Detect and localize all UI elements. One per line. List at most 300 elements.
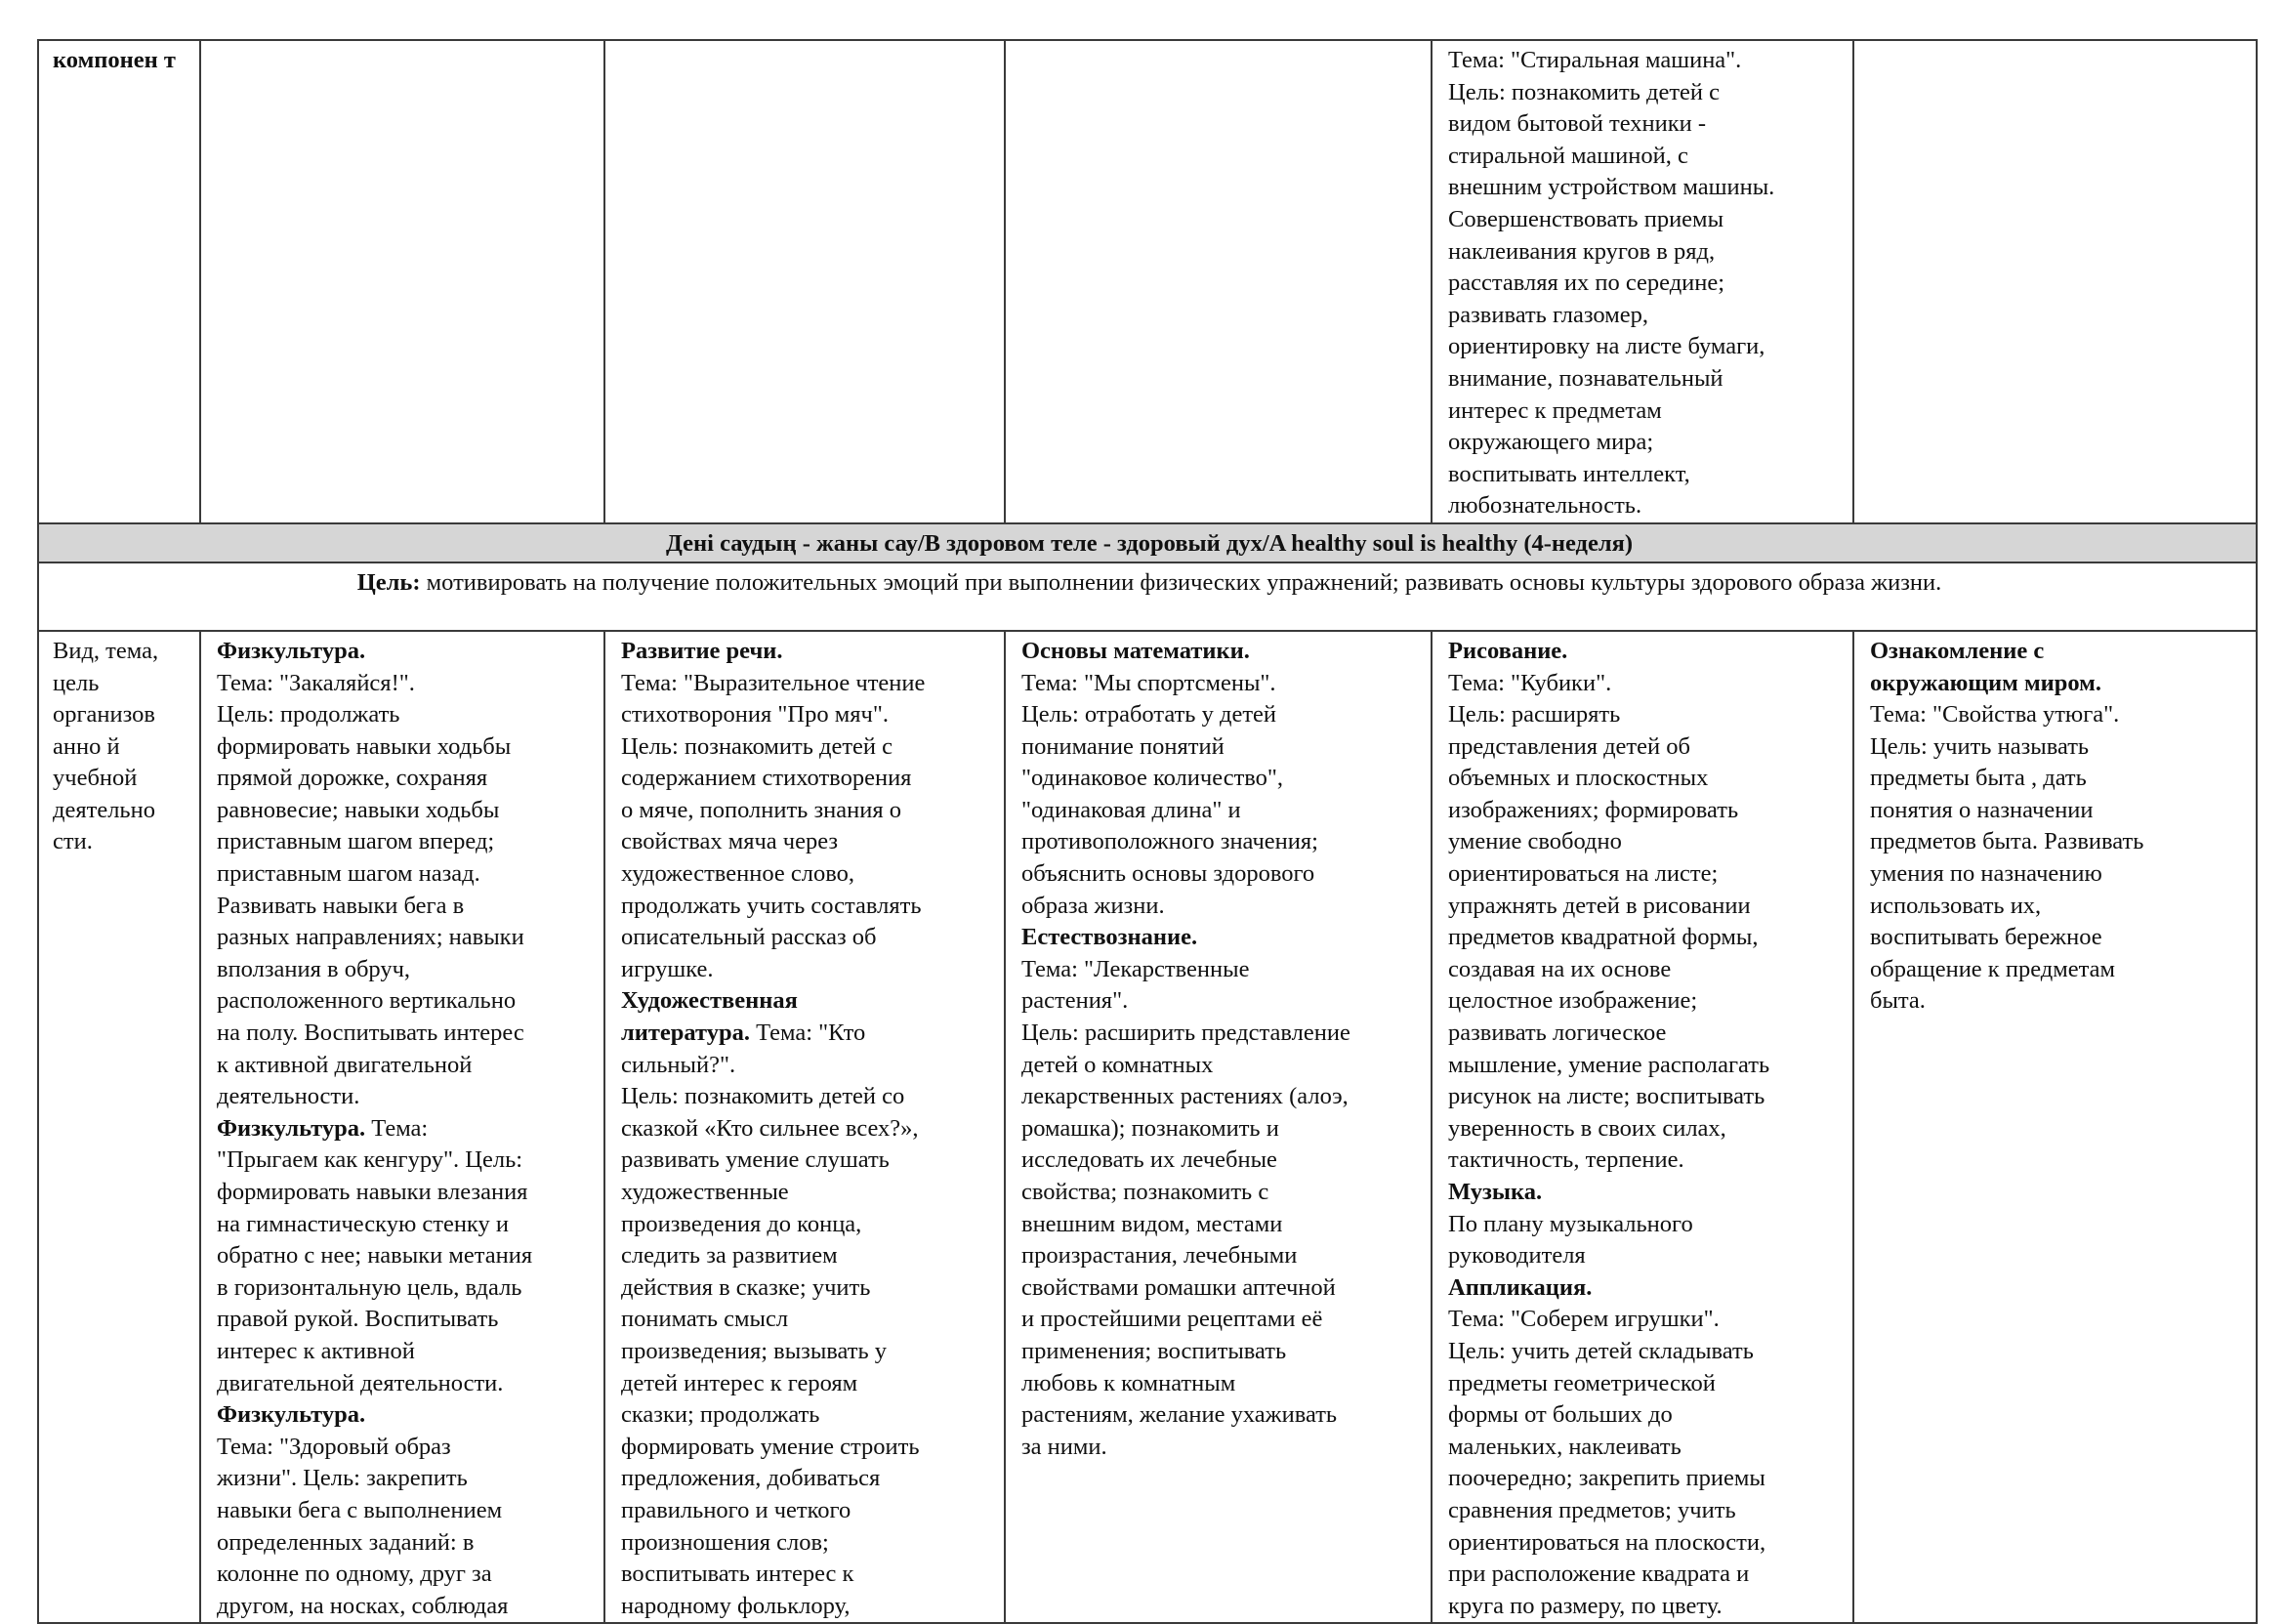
line-text: Тема: "Закаляйся!". [217,669,415,696]
text-line [621,1209,992,1241]
line-text: к активной двигательной [217,1051,473,1078]
line-text: "одинаковое количество", [1021,765,1284,792]
line-text: сказки; продолжать [621,1401,820,1429]
line-text: следить за развитием [621,1242,838,1270]
text-line [1021,858,1419,891]
speech-literature-text [621,636,992,1622]
line-text: деятельности. [217,1083,360,1110]
text-line: ориентировку на листе бумаги, [1448,333,1765,360]
line-text: Цель: учить называть [1870,732,2090,760]
text-line [1448,668,1841,700]
text-line [1021,1432,1419,1464]
text-line [217,1145,592,1177]
line-text: По плану музыкального [1448,1210,1693,1237]
text-line [1448,1336,1841,1368]
text-line [621,1399,992,1432]
text-line: развивать глазомер, [1448,301,1648,328]
line-text: ориентироваться на листе; [1448,860,1719,888]
text-line [621,1113,992,1145]
text-line [621,1272,992,1305]
line-text: формировать навыки влезания [217,1179,528,1205]
line-text: предложения, добиваться [621,1465,881,1492]
physical-education-text [217,636,592,1622]
line-text: рисунок на листе; воспитывать [1448,1083,1765,1110]
line-text: уверенность в своих силах, [1448,1114,1726,1142]
bold-heading: Ознакомление с [1870,637,2045,664]
line-text: при расположение квадрата и [1448,1561,1750,1588]
line-text: вползания в обруч, [217,955,411,982]
line-text: умение свободно [1448,828,1622,855]
text-line [1448,1209,1841,1241]
text-line [1448,922,1841,954]
line-text: разных направлениях; навыки [217,924,524,951]
text-line [1021,922,1419,954]
line-text: внешним видом, местами [1021,1210,1283,1237]
drawing-music-applique-cell [1432,631,1853,1623]
text-line [1021,795,1419,827]
text-line [1021,1177,1419,1209]
text-line [217,1081,592,1113]
line-text: развивать логическое [1448,1020,1667,1047]
text-line [621,1018,992,1050]
text-line [1021,699,1419,731]
text-line [1021,1050,1419,1082]
line-text: стихотворония "Про мяч". [621,701,889,729]
text-line [1021,891,1419,923]
text-line: видом бытовой техники - [1448,110,1707,138]
line-text: формы от больших до [1448,1401,1673,1429]
line-text: Тема: [365,1114,429,1142]
line-text: сильный?". [621,1051,736,1078]
line-text: игрушке. [621,955,714,982]
text-line [1448,891,1841,923]
line-text: тактичность, терпение. [1448,1146,1684,1174]
text-line [217,1240,592,1272]
empty-cell-5 [1853,40,2257,523]
text-line [621,1336,992,1368]
text-line [217,1432,592,1464]
text-line [621,668,992,700]
text-line [217,1463,592,1495]
text-line [217,795,592,827]
line-text: на полу. Воспитывать интерес [217,1020,524,1047]
line-text: свойства; познакомить с [1021,1179,1269,1205]
text-line [1448,1113,1841,1145]
washing-machine-text [1448,45,1841,522]
line-text: мышление, умение располагать [1448,1051,1770,1078]
text-line: Тема: "Стиральная машина". [1448,47,1742,73]
text-line [217,731,592,764]
bold-heading: Физкультура. [217,637,366,664]
text-line [217,1399,592,1432]
text-line [1021,985,1419,1018]
line-text: Развивать навыки бега в [217,892,465,919]
bold-heading: Аппликация. [1448,1273,1593,1301]
text-line [1448,1272,1841,1305]
line-text: детей интерес к героям [621,1369,858,1396]
text-line [621,954,992,986]
text-line [1870,636,2244,668]
text-line [1021,1399,1419,1432]
text-line [1021,1113,1419,1145]
text-line [1021,1081,1419,1113]
text-line [1448,1240,1841,1272]
activities-row [38,631,2257,1623]
line-text: Тема: "Выразительное чтение [621,669,926,696]
line-text: интерес к активной [217,1337,415,1364]
text-line [217,858,592,891]
text-line: окружающего мира; [1448,429,1654,456]
text-line: Совершенствовать приемы [1448,205,1724,232]
line-text: использовать их, [1870,892,2042,919]
text-line [1448,795,1841,827]
line-text: круга по размеру, по цвету. [1448,1592,1723,1619]
line-text: Цель: познакомить детей со [621,1083,905,1110]
text-line [217,1209,592,1241]
text-line [1021,1209,1419,1241]
line-text: "одинаковая длина" и [1021,796,1241,823]
text-line [621,763,992,795]
math-nature-text [1021,636,1419,1463]
line-text: Тема: "Соберем игрушки". [1448,1306,1720,1333]
line-text: Тема: "Кубики". [1448,669,1612,696]
line-text: умения по назначению [1870,860,2102,888]
goal-text: мотивировать на получение положительных эмоций при выполнении физических упражнений; развивать основы культуры здорового образа жизни. [420,568,1942,596]
text-line [1448,1050,1841,1082]
text-line [1021,1272,1419,1305]
empty-cell-3 [1005,40,1432,523]
bold-heading: Художественная [621,987,798,1015]
text-line [217,1304,592,1336]
text-line [217,699,592,731]
line-text: объемных и плоскостных [1448,765,1709,792]
line-text: на гимнастическую стенку и [217,1210,509,1237]
text-line [217,668,592,700]
line-text: содержанием стихотворения [621,765,912,792]
text-line [1448,826,1841,858]
line-text: быта. [1870,987,1926,1015]
line-text: маленьких, наклеивать [1448,1433,1682,1460]
line-text: "Прыгаем как кенгуру". Цель: [217,1146,523,1174]
text-line [217,826,592,858]
text-line [1448,1177,1841,1209]
week-banner: Дені саудың - жаны сау/В здоровом теле - здоровый дух/A healthy soul is healthy (4-неделя) [38,523,2257,562]
text-line [1021,763,1419,795]
text-line [1021,1145,1419,1177]
text-line [621,1591,992,1623]
line-text: Тема: "Мы спортсмены". [1021,669,1276,696]
line-text: равновесие; навыки ходьбы [217,796,500,823]
line-text: целостное изображение; [1448,987,1698,1015]
line-text: изображениях; формировать [1448,796,1739,823]
text-line [1448,1559,1841,1591]
line-text: за ними. [1021,1433,1107,1460]
line-text: ориентироваться на плоскости, [1448,1528,1766,1556]
line-text: художественное слово, [621,860,854,888]
text-line [1870,985,2244,1018]
text-line [1448,954,1841,986]
text-line [621,891,992,923]
text-line [1021,1240,1419,1272]
text-line [621,699,992,731]
text-line [621,1527,992,1560]
empty-cell-2 [604,40,1005,523]
text-line: воспитывать интеллект, [1448,460,1690,487]
line-text: формировать навыки ходьбы [217,732,512,760]
line-text: упражнять детей в рисовании [1448,892,1751,919]
line-text: воспитывать бережное [1870,924,2102,951]
text-line [1448,1145,1841,1177]
line-text: объяснить основы здорового [1021,860,1315,888]
text-line [621,1432,992,1464]
text-line [621,1304,992,1336]
line-text: понимать смысл [621,1306,789,1333]
text-line [621,795,992,827]
line-text: жизни". Цель: закрепить [217,1465,468,1492]
text-line [217,1368,592,1400]
bold-heading: Физкультура. [217,1401,366,1429]
line-text: любовь к комнатным [1021,1369,1236,1396]
line-text: произведения до конца, [621,1210,862,1237]
text-line [1448,1495,1841,1527]
drawing-music-applique-text [1448,636,1841,1622]
line-text: Цель: учить детей складывать [1448,1337,1754,1364]
bold-heading: литература. [621,1020,750,1047]
line-text: исследовать их лечебные [1021,1146,1277,1174]
line-text: в горизонтальную цель, вдаль [217,1273,522,1301]
line-text: определенных заданий: в [217,1528,475,1556]
line-text: предметов быта. Развивать [1870,828,2144,855]
text-line: наклеивания кругов в ряд, [1448,237,1716,265]
text-line: Цель: познакомить детей с [1448,78,1721,105]
text-line [621,1559,992,1591]
line-text: художественные [621,1179,789,1205]
line-text: произношения слов; [621,1528,829,1556]
text-line [1448,1304,1841,1336]
text-line [1448,1368,1841,1400]
text-line [1870,668,2244,700]
line-text: растения". [1021,987,1129,1015]
text-line [1870,858,2244,891]
text-line [217,1591,592,1623]
text-line [621,1495,992,1527]
text-line [217,1050,592,1082]
line-text: произрастания, лечебными [1021,1242,1298,1270]
text-line [621,1177,992,1209]
text-line [217,1495,592,1527]
line-text: Цель: познакомить детей с [621,732,893,760]
text-line [1870,922,2244,954]
line-text: понятия о назначении [1870,796,2094,823]
line-text: представления детей об [1448,732,1690,760]
text-line [1870,731,2244,764]
line-text: свойствах мяча через [621,828,839,855]
text-line [217,1559,592,1591]
text-line [621,1463,992,1495]
text-line [217,922,592,954]
goal-row [38,562,2257,631]
text-line [1448,763,1841,795]
bold-heading: Основы математики. [1021,637,1250,664]
row-label-component: компонен т [38,40,200,523]
text-line [1448,1081,1841,1113]
line-text: приставным шагом вперед; [217,828,495,855]
line-text: навыки бега с выполнением [217,1496,503,1523]
world-cell [1853,631,2257,1623]
text-line: стиральной машиной, с [1448,142,1688,169]
text-line [621,731,992,764]
text-line [621,1050,992,1082]
line-text: формировать умение строить [621,1433,920,1460]
text-line [217,763,592,795]
text-line [621,985,992,1018]
line-text: растениям, желание ухаживать [1021,1401,1338,1429]
text-line [217,636,592,668]
line-text: Тема: "Свойства утюга". [1870,701,2120,729]
text-line [1448,1527,1841,1560]
world-text [1870,636,2244,1018]
goal-label: Цель: [356,568,421,596]
row-label-activities: Вид, тема, цель организов анно й учебной деятельно сти. [38,631,200,1623]
text-line: любознательность. [1448,492,1642,520]
goal-cell [38,562,2257,631]
text-line [1870,891,2244,923]
line-text: сказкой «Кто сильнее всех?», [621,1114,919,1142]
line-text: о мяче, пополнить знания о [621,796,901,823]
line-text: образа жизни. [1021,892,1165,919]
text-line [1448,1591,1841,1623]
text-line [1021,1304,1419,1336]
text-line [1448,1399,1841,1432]
line-text: Цель: расширять [1448,701,1621,729]
line-text: другом, на носках, соблюдая [217,1592,509,1619]
text-line [1870,699,2244,731]
line-text: детей о комнатных [1021,1051,1214,1078]
text-line [1448,731,1841,764]
text-line [1021,954,1419,986]
line-text: предметов квадратной формы, [1448,924,1759,951]
line-text: воспитывать интерес к [621,1561,854,1588]
line-text: руководителя [1448,1242,1586,1270]
math-nature-cell [1005,631,1432,1623]
line-text: продолжать учить составлять [621,892,922,919]
text-line [1021,1336,1419,1368]
component-row [38,40,2257,523]
text-line [621,1368,992,1400]
text-line [1448,1463,1841,1495]
line-text: двигательной деятельности. [217,1369,504,1396]
text-line [621,1081,992,1113]
line-text: Тема: "Здоровый образ [217,1433,451,1460]
text-line: внешним устройством машины. [1448,174,1775,201]
line-text: развивать умение слушать [621,1146,890,1174]
text-line [217,891,592,923]
line-text: Цель: продолжать [217,701,400,729]
text-line [1448,699,1841,731]
text-line [1870,795,2244,827]
text-line [1021,826,1419,858]
text-line [621,858,992,891]
line-text: лекарственных растениях (алоэ, [1021,1083,1349,1110]
text-line [621,1145,992,1177]
text-line [217,1177,592,1209]
line-text: колонне по одному, друг за [217,1561,492,1588]
line-text: обратно с нее; навыки метания [217,1242,533,1270]
line-text: народному фольклору, [621,1592,851,1619]
line-text: и простейшими рецептами её [1021,1306,1323,1333]
text-line [1448,858,1841,891]
text-line [1021,1018,1419,1050]
line-text: противоположного значения; [1021,828,1318,855]
line-text: правильного и четкого [621,1496,851,1523]
line-text: сравнения предметов; учить [1448,1496,1736,1523]
bold-heading: Музыка. [1448,1179,1543,1205]
week-banner-row [38,523,2257,562]
empty-cell-1 [200,40,604,523]
line-text: произведения; вызывать у [621,1337,888,1364]
text-line: интерес к предметам [1448,396,1662,424]
text-line [1870,826,2244,858]
lesson-plan-table [37,39,2258,1624]
text-line [621,826,992,858]
text-line [217,1113,592,1145]
line-text: ромашка); познакомить и [1021,1114,1279,1142]
line-text: Тема: "Кто [749,1020,866,1047]
line-text: обращение к предметам [1870,955,2115,982]
text-line [217,985,592,1018]
text-line [621,1240,992,1272]
line-text: свойствами ромашки аптечной [1021,1273,1336,1301]
text-line [1448,985,1841,1018]
text-line [217,1527,592,1560]
text-line [217,954,592,986]
text-line [1448,636,1841,668]
text-line [1021,1368,1419,1400]
line-text: Цель: расширить представление [1021,1020,1350,1047]
text-line [1870,954,2244,986]
text-line [217,1018,592,1050]
line-text: создавая на их основе [1448,955,1672,982]
document-page [37,39,2256,1617]
text-line [1448,1432,1841,1464]
text-line [1448,1018,1841,1050]
line-text: приставным шагом назад. [217,860,480,888]
line-text: расположенного вертикально [217,987,517,1015]
line-text: Цель: отработать у детей [1021,701,1277,729]
line-text: правой рукой. Воспитывать [217,1306,499,1333]
physical-education-cell [200,631,604,1623]
text-line: внимание, познавательный [1448,364,1723,392]
text-line [1021,636,1419,668]
line-text: предметы геометрической [1448,1369,1716,1396]
line-text: Тема: "Лекарственные [1021,955,1250,982]
text-line [1021,668,1419,700]
line-text: поочередно; закрепить приемы [1448,1465,1765,1492]
text-line: расставляя их по середине; [1448,270,1725,297]
bold-heading: Естествознание. [1021,924,1198,951]
line-text: действия в сказке; учить [621,1273,871,1301]
text-line [217,1272,592,1305]
line-text: применения; воспитывать [1021,1337,1287,1364]
line-text: понимание понятий [1021,732,1225,760]
line-text: предметы быта , дать [1870,765,2087,792]
speech-literature-cell [604,631,1005,1623]
text-line [621,922,992,954]
line-text: описательный рассказ об [621,924,877,951]
text-line [1021,731,1419,764]
washing-machine-cell [1432,40,1853,523]
bold-heading: Развитие речи. [621,637,783,664]
